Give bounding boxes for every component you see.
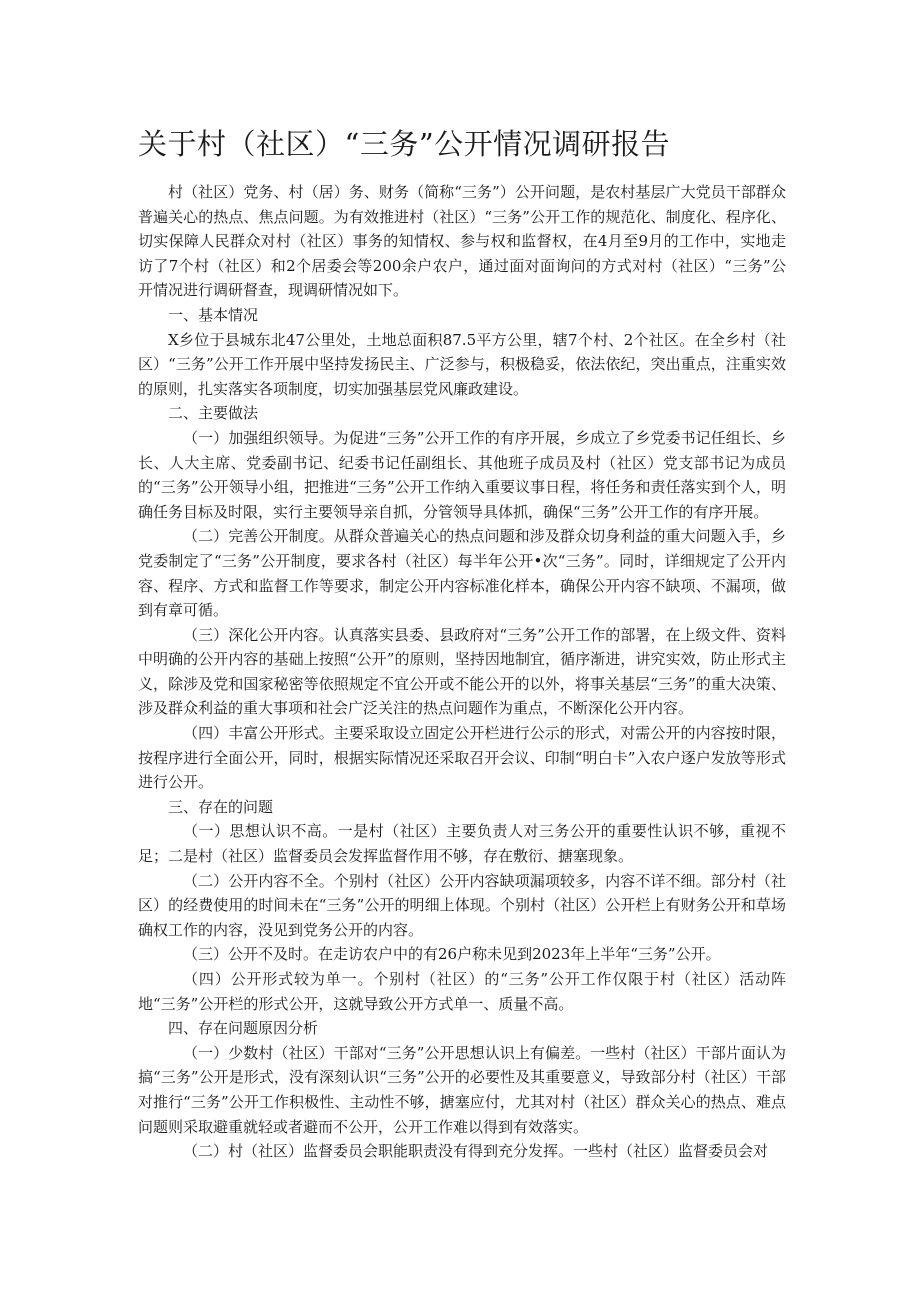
section-heading-practices: 二、主要做法 <box>168 404 259 423</box>
document-title: 关于村（社区）“三务”公开情况调研报告 <box>138 127 671 161</box>
paragraph-cause-1: （一）少数村（社区）干部对“三务”公开思想认识上有偏差。一些村（社区）干部片面认为搞“三务”公开是形式，没有深刻认识“三务”公开的必要性及其重要意义，导致部分村（社区）干部对推行“三务”公开工作积极性、主动性不够，搪塞应付，尤其对村（社区）群众关心的热点、难点问题则采取避重就轻或者避而不公开，公开工作难以得到有效落实。 <box>138 1043 786 1136</box>
paragraph-practice-1: （一）加强组织领导。为促进“三务”公开工作的有序开展，乡成立了乡党委书记任组长、乡长、人大主席、党委副书记、纪委书记任副组长、其他班子成员及村（社区）党支部书记为成员的“三务”公开领导小组，把推进“三务”公开工作纳入重要议事日程，将任务和责任落实到个人，明确任务目标及时限，实行主要领导亲自抓，分管领导具体抓，确保“三务”公开工作的有序开展。 <box>138 428 786 521</box>
paragraph-basic-situation: X乡位于县城东北47公里处，土地总面积87.5平方公里，辖7个村、2个社区。在全乡村（社区）“三务”公开工作开展中坚持发扬民主、广泛参与，积极稳妥，依法依纪，突出重点，注重实效的原则，扎实落实各项制度，切实加强基层党风廉政建设。 <box>138 330 786 398</box>
intro-paragraph: 村（社区）党务、村（居）务、财务（简称“三务”）公开问题，是农村基层广大党员干部群众普遍关心的热点、焦点问题。为有效推进村（社区）“三务”公开工作的规范化、制度化、程序化、切实保障人民群众对村（社区）事务的知情权、参与权和监督权，在4月至9月的工作中，实地走访了7个村（社区）和2个居委会等200余户农户，通过面对面询问的方式对村（社区）“三务”公开情况进行调研督查，现调研情况如下。 <box>138 183 786 300</box>
section-heading-problems: 三、存在的问题 <box>168 797 274 816</box>
paragraph-problem-3: （三）公开不及时。在走访农户中的有26户称未见到2023年上半年“三务”公开。 <box>183 945 721 964</box>
document-body <box>138 180 786 1164</box>
paragraph-problem-1: （一）思想认识不高。一是村（社区）主要负责人对三务公开的重要性认识不够，重视不足；二是村（社区）监督委员会发挥监督作用不够，存在敷衍、搪塞现象。 <box>138 822 786 866</box>
paragraph-problem-4: （四）公开形式较为单一。个别村（社区）的“三务”公开工作仅限于村（社区）活动阵地“三务”公开栏的形式公开，这就导致公开方式单一、质量不高。 <box>138 970 786 1013</box>
section-heading-basic: 一、基本情况 <box>168 305 259 324</box>
paragraph-practice-4: （四）丰富公开形式。主要采取设立固定公开栏进行公示的形式，对需公开的内容按时限，按程序进行全面公开，同时，根据实际情况还采取召开会议、印制“明白卡”入农户逐户发放等形式进行公开。 <box>138 724 786 792</box>
paragraph-cause-2: （二）村（社区）监督委员会职能职责没有得到充分发挥。一些村（社区）监督委员会对 <box>183 1142 769 1161</box>
paragraph-practice-3: （三）深化公开内容。认真落实县委、县政府对“三务”公开工作的部署，在上级文件、资料中明确的公开内容的基础上按照“公开”的原则，坚持因地制宜，循序渐进，讲究实效，防止形式主义，除涉及党和国家秘密等依照规定不宜公开或不能公开的以外，将事关基层“三务”的重大决策、涉及群众利益的重大事项和社会广泛关注的热点问题作为重点，不断深化公开内容。 <box>138 625 786 718</box>
paragraph-practice-2: （二）完善公开制度。从群众普遍关心的热点问题和涉及群众切身利益的重大问题入手，乡党委制定了“三务”公开制度，要求各村（社区）每半年公开•次“三务”。同时，详细规定了公开内容、程序、方式和监督工作等要求，制定公开内容标准化样本，确保公开内容不缺项、不漏项，做到有章可循。 <box>138 527 786 620</box>
paragraph-problem-2: （二）公开内容不全。个别村（社区）公开内容缺项漏项较多，内容不详不细。部分村（社区）的经费使用的时间未在“三务”公开的明细上体现。个别村（社区）公开栏上有财务公开和草场确权工作的内容，没见到党务公开的内容。 <box>138 871 786 939</box>
section-heading-causes: 四、存在问题原因分析 <box>168 1019 319 1038</box>
